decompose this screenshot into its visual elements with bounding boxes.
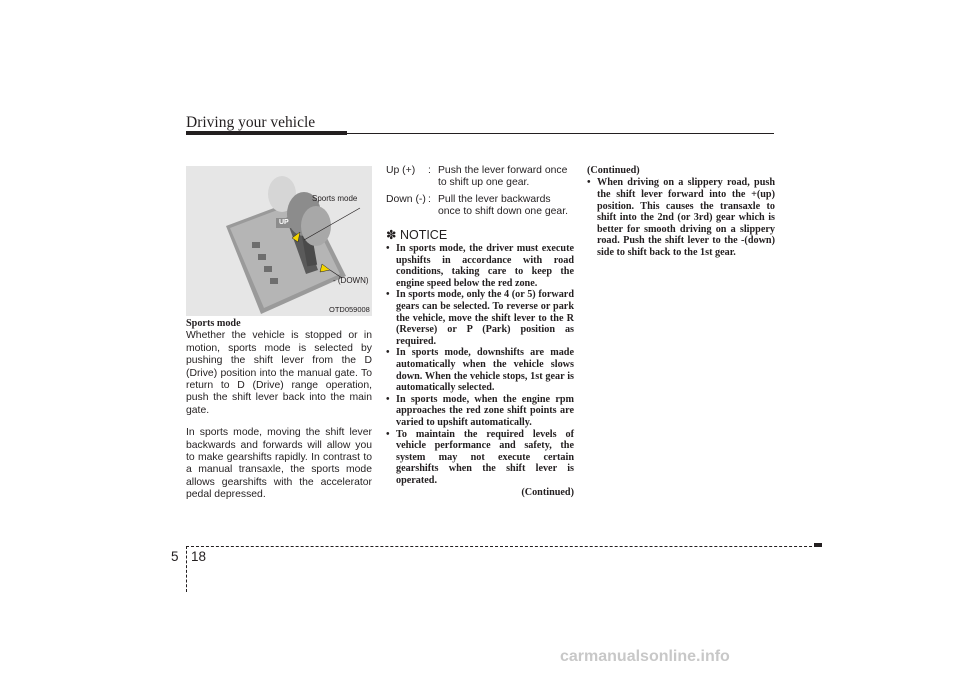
notice-list: [587, 177, 775, 258]
shift-lever-illustration: [186, 166, 372, 316]
chapter-number: 5: [171, 549, 179, 564]
gear-indicator: [258, 254, 266, 260]
figure-code: OTD059008: [329, 305, 370, 314]
definition-colon: :: [428, 165, 431, 176]
up-label: UP: [279, 219, 289, 226]
down-label: - (DOWN): [333, 276, 369, 285]
definition-text: Pull the lever backwards once to shift down one gear.: [438, 193, 568, 218]
definition-colon: :: [428, 193, 431, 205]
list-item: • In sports mode, downshifts are made automatically when the vehicle slows down. When the vehicle stops, 1st gear is automatically selected.: [386, 347, 574, 393]
page-number: 18: [191, 549, 207, 564]
definition-term: Down (-): [386, 193, 426, 205]
list-item: • In sports mode, only the 4 (or 5) forward gears can be selected. To reverse or park the vehicle, move the shift lever to the R (Reverse) or P (Park) position as required.: [386, 289, 574, 347]
column-2: [386, 165, 574, 499]
gear-indicator: [252, 242, 260, 248]
footer-rule-end: [814, 543, 822, 547]
header-rule: [186, 133, 774, 134]
list-item: • In sports mode, when the engine rpm approaches the red zone shift points are varied to upshift automatically.: [386, 394, 574, 429]
footer-rule: [186, 546, 822, 547]
notice-list: [386, 243, 574, 486]
header-title: Driving your vehicle: [186, 114, 316, 131]
watermark: carmanualsonline.info: [560, 648, 730, 665]
paragraph: Whether the vehicle is stopped or in motion, sports mode is selected by pushing the shift lever from the D (Drive) position into the manual gate. To return to D (Drive) range operation, push the shift lever back into the main gate.: [186, 330, 372, 416]
gear-indicator: [264, 266, 272, 272]
definition-up: [386, 165, 574, 190]
definition-down: [386, 194, 574, 219]
continued-label: (Continued): [521, 486, 574, 498]
gear-indicator: [270, 278, 278, 284]
list-item: • To maintain the required levels of vehicle performance and safety, the system may not execute certain gearshifts when the shift lever is operated.: [386, 429, 574, 487]
definition-term: Up (+): [386, 165, 416, 176]
list-item: • In sports mode, the driver must execute upshifts in accordance with road conditions, taking care to keep the engine speed below the red zone.: [386, 243, 574, 289]
list-item: • When driving on a slippery road, push the shift lever forward into the +(up) position. This causes the transaxle to shift into the 2nd (or 3rd) gear which is better for smooth driving on a slippery road. Push the shift lever to the -(down) side to shift back to the 1st gear.: [587, 177, 775, 258]
shift-lever-figure: [186, 166, 372, 316]
continued-label: (Continued): [587, 165, 640, 176]
column-3: [587, 165, 775, 259]
footer-vertical-rule: [186, 546, 187, 592]
paragraph: In sports mode, moving the shift lever backwards and forwards will allow you to make gearshifts rapidly. In contrast to a manual transaxle, the sports mode allows gearshifts with the accelerator pedal depressed.: [186, 427, 372, 501]
sports-mode-label: Sports mode: [312, 194, 358, 203]
sports-mode-heading: Sports mode: [186, 318, 241, 329]
definition-text: Push the lever forward once to shift up one gear.: [438, 165, 568, 189]
lever-knob-2: [301, 206, 331, 246]
column-1: [186, 318, 372, 512]
notice-title: ✽ NOTICE: [386, 227, 448, 242]
